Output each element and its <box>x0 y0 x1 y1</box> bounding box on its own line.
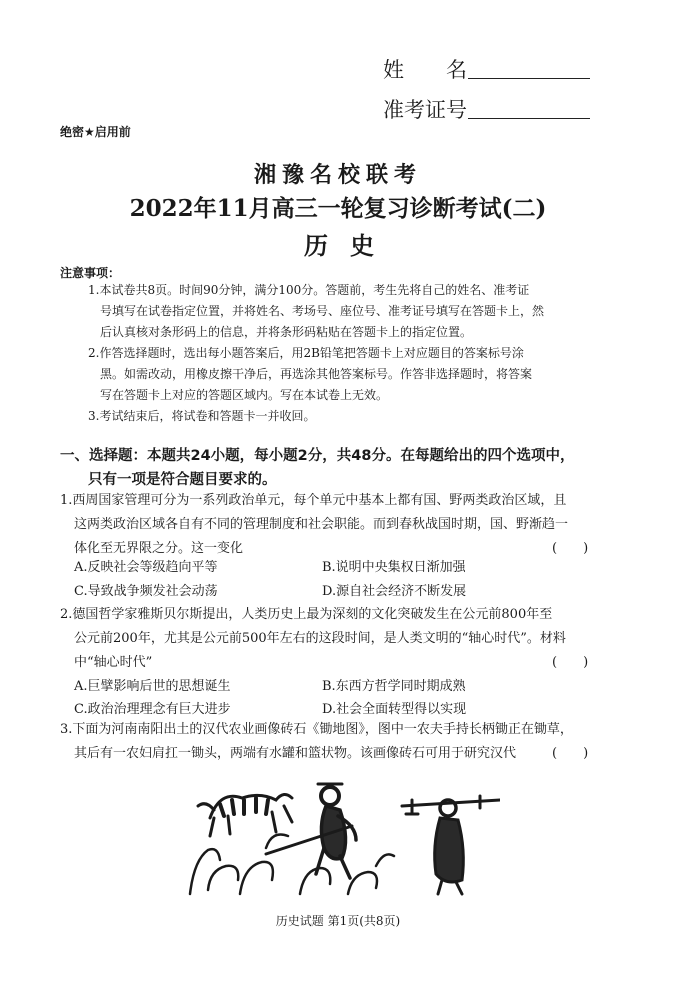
option-d[interactable]: D.源自社会经济不断发展 <box>322 584 467 599</box>
option-c[interactable]: C.导致战争频发社会动荡 <box>74 584 218 599</box>
hoeing-relief-image <box>180 770 500 900</box>
question-1 <box>60 489 600 561</box>
subject-title: 历史 <box>304 231 396 260</box>
question-line: 其后有一农妇肩扛一锄头，两端有水罐和篮状物。该画像砖石可用于研究汉代 <box>74 746 517 761</box>
option-c[interactable]: C.政治治理理念有巨大进步 <box>74 702 231 717</box>
question-line: 体化至无界限之分。这一变化 <box>74 541 244 556</box>
option-b[interactable]: B.东西方哲学同时期成熟 <box>322 679 466 694</box>
name-field[interactable] <box>468 56 590 79</box>
notice-line: 1.本试卷共8页。时间90分钟，满分100分。答题前，考生先将自己的姓名、准考证 <box>88 283 530 297</box>
option-a[interactable]: A.反映社会等级趋向平等 <box>74 560 218 575</box>
page-footer: 历史试题 第1页(共8页) <box>275 914 401 928</box>
section-heading-line: 一、选择题：本题共24小题，每小题2分，共48分。在每题给出的四个选项中， <box>60 448 575 464</box>
notice-line: 2.作答选择题时，选出每小题答案后，用2B铅笔把答题卡上对应题目的答案标号涂 <box>88 346 524 360</box>
question-line: 2.德国哲学家雅斯贝尔斯提出，人类历史上最为深刻的文化突破发生在公元前800年至 <box>60 607 553 622</box>
notice-line: 3.考试结束后，将试卷和答题卡一并收回。 <box>88 409 316 423</box>
question-2 <box>60 603 600 675</box>
notice-heading: 注意事项： <box>60 266 121 280</box>
notice-item <box>88 343 608 406</box>
question-line: 这两类政治区域各自有不同的管理制度和社会职能。而到春秋战国时期，国、野渐趋一 <box>74 517 569 532</box>
question-line: 1.西周国家管理可分为一系列政治单元，每个单元中基本上都有国、野两类政治区域，且 <box>60 493 567 508</box>
question-line: 公元前200年，尤其是公元前500年左右的这段时间，是人类文明的“轴心时代”。材料 <box>74 631 566 646</box>
option-a[interactable]: A.巨擘影响后世的思想诞生 <box>74 679 231 694</box>
animal-figure <box>198 794 292 836</box>
notice-line: 号填写在试卷指定位置，并将姓名、考场号、座位号、准考证号填写在答题卡上，然 <box>100 304 545 318</box>
exam-id-field[interactable] <box>468 96 590 119</box>
option-b[interactable]: B.说明中央集权日渐加强 <box>322 560 466 575</box>
notice-list <box>88 280 608 427</box>
name-label: 姓 名 <box>383 58 467 82</box>
notice-item <box>88 280 608 343</box>
exam-organizer-title: 湘豫名校联考 <box>253 162 422 188</box>
farm-woman-figure <box>402 796 500 894</box>
plant-figure <box>190 835 288 895</box>
notice-item <box>88 406 608 427</box>
option-d[interactable]: D.社会全面转型得以实现 <box>322 702 467 717</box>
answer-bracket: ( ) <box>552 655 589 670</box>
exam-title: 2022年11月高三一轮复习诊断考试(二) <box>129 195 547 222</box>
notice-line: 写在答题卡上对应的答题区域内。写在本试卷上无效。 <box>100 388 389 402</box>
notice-line: 黑。如需改动，用橡皮擦干净后，再选涂其他答案标号。作答非选择题时，将答案 <box>100 367 533 381</box>
answer-bracket: ( ) <box>552 541 589 556</box>
section-heading <box>60 444 620 492</box>
question-3 <box>60 718 610 766</box>
question-line: 中“轴心时代” <box>74 655 153 670</box>
section-heading-line: 只有一项是符合题目要求的。 <box>88 472 277 488</box>
exam-id-label: 准考证号 <box>383 98 467 122</box>
answer-bracket: ( ) <box>552 746 589 761</box>
notice-line: 后认真核对条形码上的信息，并将条形码粘贴在答题卡上的指定位置。 <box>100 325 473 339</box>
question-line: 3.下面为河南南阳出土的汉代农业画像砖石《锄地图》，图中一农夫手持长柄锄正在锄草， <box>60 722 573 737</box>
secret-mark: 绝密★启用前 <box>60 125 131 139</box>
